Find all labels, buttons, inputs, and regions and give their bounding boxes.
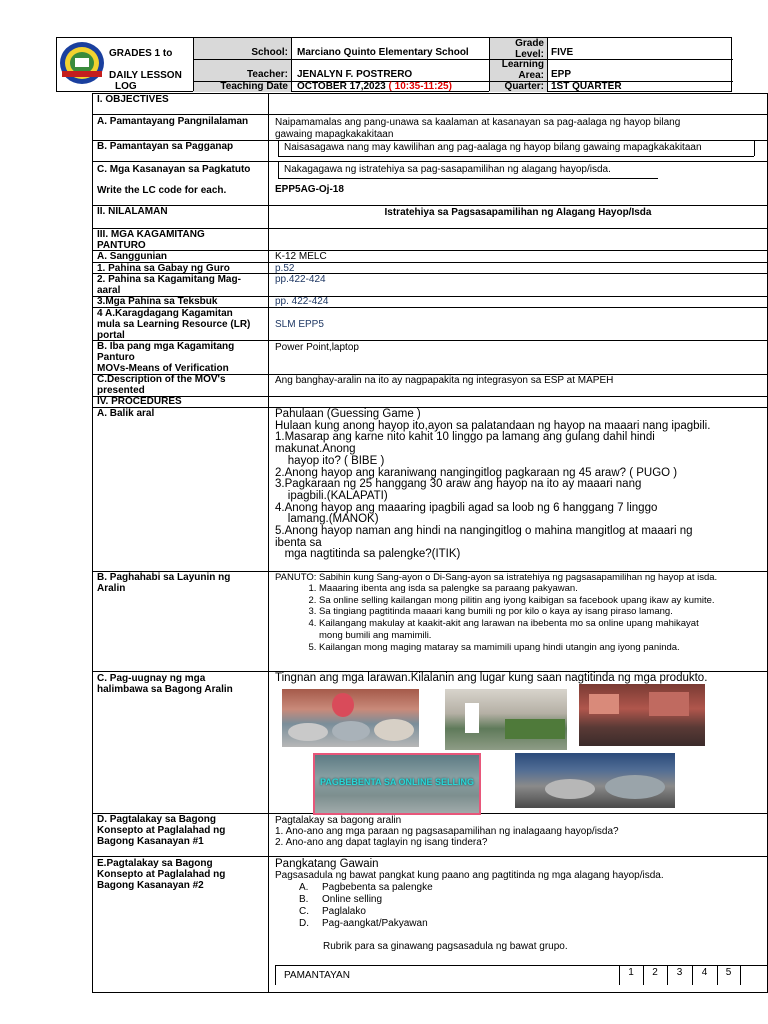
- list-item: B. Online selling: [299, 894, 383, 905]
- balik-aral-line: ibenta sa: [275, 536, 322, 549]
- quarter-value: 1ST QUARTER: [551, 81, 622, 92]
- magaaral-value: pp.422-424: [275, 274, 326, 285]
- lc-code-label: Write the LC code for each.: [97, 185, 227, 196]
- score-header: 5: [725, 967, 732, 978]
- teaching-date-label: Teaching Date: [220, 81, 288, 92]
- balik-aral-content: [275, 409, 765, 561]
- sanggunian-value: K-12 MELC: [275, 251, 327, 262]
- pamantayan-header: PAMANTAYAN: [284, 970, 350, 981]
- market-photo-3: [579, 684, 705, 746]
- magaaral-label: 2. Pahina sa Kagamitang Mag- aaral: [97, 274, 241, 296]
- objectives-heading: I. OBJECTIVES: [97, 94, 169, 105]
- uugnay-label: C. Pag-uugnay ng mga halimbawa sa Bagong Aralin: [97, 673, 233, 695]
- e-intro: Pagsasadula ng bawat pangkat kung paano ang pagtitinda ng mga alagang hayop/isda.: [275, 870, 664, 881]
- teksbuk-value: pp. 422-424: [275, 296, 329, 307]
- e-list: [275, 882, 765, 930]
- score-header: 3: [676, 967, 683, 978]
- kasanayan-1-label: D. Pagtalakay sa Bagong Konsepto at Paglalahad ng Bagong Kasanayan #1: [97, 814, 226, 847]
- kasanayan-2-label: E.Pagtalakay sa Bagong Konsepto at Paglalahad ng Bagong Kasanayan #2: [97, 858, 226, 891]
- e-title: Pangkatang Gawain: [275, 858, 379, 870]
- kasanayan-label: C. Mga Kasanayan sa Pagkatuto: [97, 164, 251, 175]
- score-header: 2: [652, 967, 658, 978]
- grade-value: FIVE: [551, 47, 574, 58]
- lesson-table: [92, 93, 768, 993]
- balik-aral-line: lamang.(MANOK): [275, 513, 379, 526]
- market-photo-4: [515, 753, 675, 808]
- balik-aral-line: 5.Anong hayop naman ang hindi na nangingitlog o mahina mangitlog at maaari ng: [275, 525, 693, 538]
- pangnilalaman-label: A. Pamantayang Pangnilalaman: [97, 116, 249, 127]
- layunin-content: [275, 572, 765, 653]
- balik-aral-label: A. Balik aral: [97, 408, 155, 419]
- list-item: C. Paglalako: [299, 906, 366, 917]
- balik-aral-line: 2.Anong hayop ang karaniwang nangingitlog pagkaraan ng 45 araw? ( PUGO ): [275, 466, 678, 479]
- log-label: LOG: [115, 81, 137, 92]
- market-photo-1: [282, 689, 419, 747]
- list-item: 3. Sa tingiang pagtitinda maaari kang bumili ng por kilo o kaya ay isang piraso lamang.: [319, 606, 765, 618]
- balik-aral-line: 3.Pagkaraan ng 25 hanggang 30 araw ang hayop na ito ay maaari nang: [275, 478, 642, 491]
- score-header: 1: [628, 967, 634, 978]
- sanggunian-label: A. Sanggunian: [97, 251, 167, 262]
- learning-area-value: EPP: [551, 69, 572, 80]
- learning-area-label: Learning Area:: [501, 59, 544, 81]
- layunin-label: B. Paghahabi sa Layunin ng Aralin: [97, 572, 231, 594]
- balik-aral-line: hayop ito? ( BIBE ): [275, 454, 385, 467]
- kagamitan-heading: III. MGA KAGAMITANG PANTURO: [97, 229, 205, 251]
- iba-value: Power Point,laptop: [275, 342, 359, 353]
- kasanayan-value: Nakagagawa ng istratehiya sa pag-sasapamilihan ng alagang hayop/isda.: [284, 164, 611, 175]
- teaching-date-value: OCTOBER 17,2023 ( 10:35-11:25): [297, 81, 452, 92]
- school-seal-icon: [59, 41, 105, 85]
- e-rubrik: Rubrik para sa ginawang pagsasadula ng bawat grupo.: [323, 941, 568, 952]
- school-value: Marciano Quinto Elementary School: [297, 47, 469, 58]
- nilalaman-value: Istratehiya sa Pagsasapamilihan ng Alagang Hayop/Isda: [384, 207, 652, 218]
- list-item: 4. Kailangang makulay at kaakit-akit ang larawan na ibebenta mo sa online upang mahikayat mong bumili ang mamimili.: [319, 618, 765, 641]
- lr-value: SLM EPP5: [275, 319, 324, 330]
- teacher-label: Teacher:: [247, 69, 288, 80]
- balik-aral-line: Pahulaan (Guessing Game ): [275, 408, 421, 420]
- online-selling-photo: [313, 753, 481, 815]
- teacher-value: JENALYN F. POSTRERO: [297, 69, 413, 80]
- nilalaman-label: II. NILALAMAN: [97, 206, 168, 217]
- pagganap-value: Naisasagawa nang may kawilihan ang pag-aalaga ng hayop bilang gawaing mapagkakakitaan: [284, 142, 702, 153]
- pagganap-label: B. Pamantayan sa Pagganap: [97, 141, 234, 152]
- gabay-value: p.52: [275, 263, 295, 274]
- balik-aral-line: 4.Anong hayop ang maaaring ipagbili agad sa loob ng 6 hanggang 7 linggo: [275, 501, 658, 514]
- list-item: A. Pagbebenta sa palengke: [299, 882, 433, 893]
- layunin-list: [275, 583, 765, 653]
- online-selling-caption: PAGBEBENTA SA ONLINE SELLING: [319, 777, 474, 787]
- procedures-heading: IV. PROCEDURES: [97, 396, 182, 407]
- balik-aral-line: makunat.Anong: [275, 443, 356, 456]
- balik-aral-line: mga nagtitinda sa palengke?(ITIK): [275, 548, 461, 561]
- header-table: [56, 37, 732, 92]
- score-header: 4: [701, 967, 708, 978]
- mov-label: C.Description of the MOV's presented: [97, 374, 226, 396]
- layunin-intro: PANUTO: Sabihin kung Sang-ayon o Di-Sang-ayon sa istratehiya ng pagsasapamilihan ng hayop at isda.: [275, 572, 718, 583]
- grades-label: GRADES 1 to: [109, 48, 173, 59]
- lr-label: 4 A.Karagdagang Kagamitan mula sa Learning Resource (LR) portal: [97, 308, 251, 341]
- kasanayan-1-content: Pagtalakay sa bagong aralin 1. Ano-ano ang mga paraan ng pagsasapamilihan ng inalagaang hayop/isda? 2. Ano-ano ang dapat taglayin ng isang tindera?: [275, 815, 619, 848]
- rubric-table: [275, 965, 768, 985]
- lc-code-value: EPP5AG-Oj-18: [275, 184, 344, 195]
- uugnay-text: Tingnan ang mga larawan.Kilalanin ang lugar kung saan nagtitinda ng mga produkto.: [275, 672, 708, 684]
- iba-label: B. Iba pang mga Kagamitang Panturo MOVs-Means of Verification: [97, 341, 235, 374]
- balik-aral-line: ipagbili.(KALAPATI): [275, 489, 388, 502]
- mov-value: Ang banghay-aralin na ito ay nagpapakita ng integrasyon sa ESP at MAPEH: [275, 375, 614, 386]
- grade-label: Grade Level:: [515, 38, 544, 60]
- gabay-label: 1. Pahina sa Gabay ng Guro: [97, 263, 230, 274]
- teksbuk-label: 3.Mga Pahina sa Teksbuk: [97, 296, 218, 307]
- balik-aral-line: Hulaan kung anong hayop ito,ayon sa palatandaan ng hayop na maaari nang ipagbili.: [275, 419, 711, 432]
- dll-label: DAILY LESSON: [109, 70, 182, 81]
- school-label: School:: [251, 47, 288, 58]
- list-item: D. Pag-aangkat/Pakyawan: [299, 918, 428, 929]
- list-item: 1. Maaaring ibenta ang isda sa palengke sa paraang pakyawan.: [319, 583, 765, 595]
- pangnilalaman-value: Naipamamalas ang pang-unawa sa kaalaman at kasanayan sa pag-aalaga ng hayop bilang gawaing mapagkakakitaan: [275, 117, 681, 140]
- list-item: 5. Kailangan mong maging mataray sa mamimili upang hindi utangin ang iyong paninda.: [319, 642, 765, 654]
- list-item: 2. Sa online selling kailangan mong pilitin ang iyong kaibigan sa facebook upang ikaw ay kumite.: [319, 595, 765, 607]
- kasanayan-2-content: [275, 858, 765, 953]
- market-photo-2: [445, 689, 567, 750]
- balik-aral-line: 1.Masarap ang karne nito kahit 10 linggo pa lamang ang gulang dahil hindi: [275, 431, 655, 444]
- quarter-label: Quarter:: [504, 81, 544, 92]
